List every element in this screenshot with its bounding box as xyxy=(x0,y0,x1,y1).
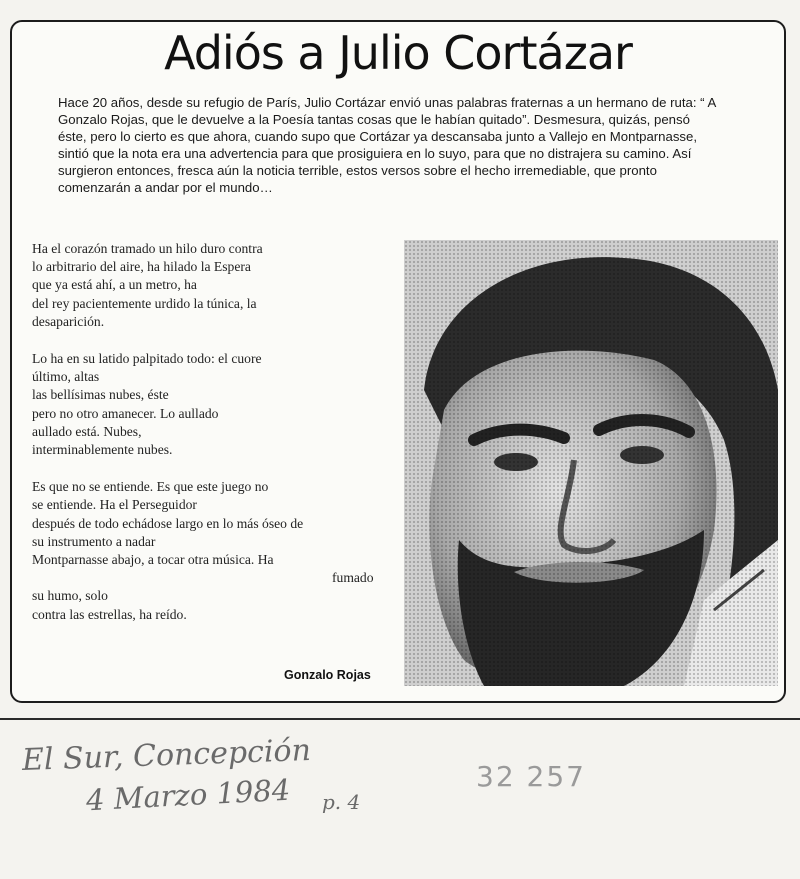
poem-line: interminablemente nubes. xyxy=(32,442,173,458)
poem-stanza-3 xyxy=(32,478,404,624)
poem-line: contra las estrellas, ha reído. xyxy=(32,606,187,622)
archive-number: 32 257 xyxy=(476,760,586,793)
poem-line: Ha el corazón tramado un hilo duro contra xyxy=(32,241,263,256)
handwritten-date: 4 Marzo 1984 xyxy=(85,772,292,818)
poem-line: desaparición. xyxy=(32,313,105,329)
poem-stanza-1 xyxy=(32,240,404,331)
poem-line: Lo ha en su latido palpitado todo: el cuore xyxy=(32,351,262,367)
poem-line: después de todo echádose largo en lo más óseo de xyxy=(32,515,304,531)
article-title: Adiós a Julio Cortázar xyxy=(164,26,632,80)
poem-line: lo arbitrario del aire, ha hilado la Espera xyxy=(32,259,251,275)
poem-line: último, altas xyxy=(32,369,100,385)
portrait-photo-icon xyxy=(404,240,778,686)
portrait-photo xyxy=(404,240,778,686)
poem-line: que ya está ahí, a un metro, ha xyxy=(32,277,197,293)
poem-line: Es que no se entiende. Es que este juego no xyxy=(32,479,269,495)
poem-line: su humo, solo xyxy=(32,588,108,604)
clipping-divider xyxy=(0,718,800,720)
poem-line: del rey pacientemente urdido la túnica, la xyxy=(32,295,257,311)
poem-line: fumado xyxy=(332,570,374,586)
poem-line: Montparnasse abajo, a tocar otra música. Ha xyxy=(32,552,274,568)
poem-line: se entiende. Ha el Perseguidor xyxy=(32,497,197,513)
poem-line: pero no otro amanecer. Lo aullado xyxy=(32,405,219,421)
article-intro: Hace 20 años, desde su refugio de París, Julio Cortázar envió unas palabras fraternas a un hermano de ruta: “ A Gonzalo Rojas, que le devuelve a la Poesía tantas cosas que le habían quitado”. Desmesura, quizás, pensó éste, pero lo cierto es que ahora, cuando supo que Cortázar ya descansaba junto a Vallejo en Montparnasse, sintió que la nota era una advertencia para que prosiguiera en lo suyo, para que no distrajera su camino. Así surgieron entonces, fresca aún la noticia terrible, estos versos sobre el hecho irremediable, que pronto comenzarán a andar por el mundo… xyxy=(58,95,716,195)
handwritten-page: p. 4 xyxy=(322,790,361,814)
newspaper-clipping xyxy=(10,20,786,703)
handwritten-source: El Sur, Concepción xyxy=(21,732,312,779)
poem-stanza-2 xyxy=(32,350,404,459)
poem xyxy=(32,240,404,643)
poem-line: su instrumento a nadar xyxy=(32,533,156,549)
author-signature: Gonzalo Rojas xyxy=(284,668,371,682)
poem-line: aullado está. Nubes, xyxy=(32,423,142,439)
poem-line: las bellísimas nubes, éste xyxy=(32,387,169,403)
